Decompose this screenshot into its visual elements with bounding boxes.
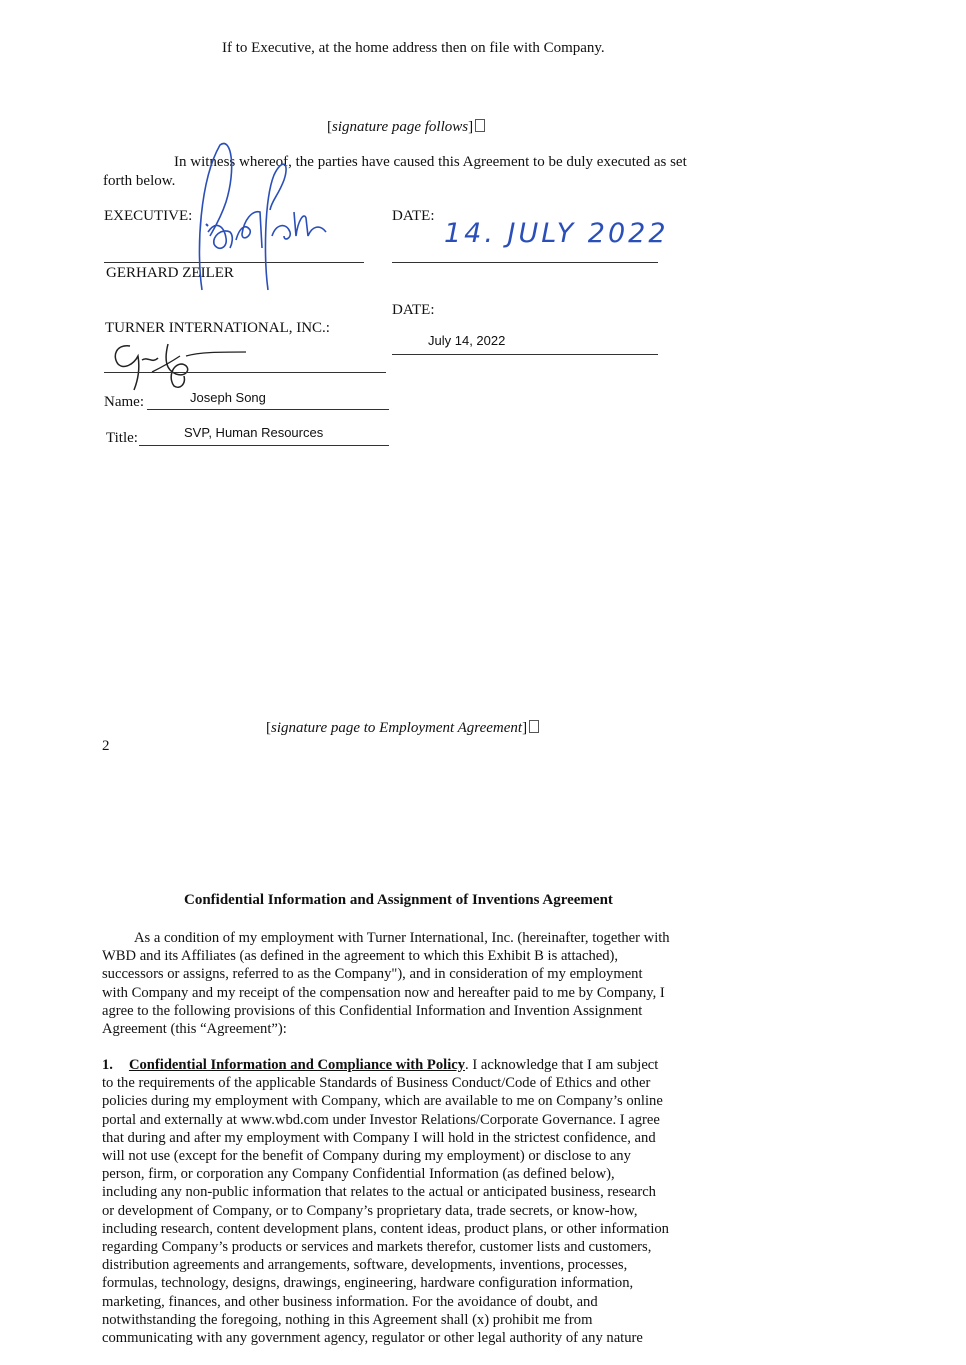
company-date: July 14, 2022 [428, 333, 506, 348]
placeholder-box-icon [529, 720, 539, 733]
section-1-first-rest: . I acknowledge that I am subject [465, 1057, 659, 1073]
name-label: Name: [104, 394, 144, 410]
section-1-line: regarding Company’s products or services and markets therefor, customer lists and customers, [102, 1239, 652, 1256]
intro-line: successors or assigns, referred to as the Company"), and in consideration of my employment [102, 966, 643, 983]
placeholder-box-icon [475, 119, 485, 132]
section-1-title: Confidential Information and Compliance with Policy [128, 1057, 466, 1073]
executive-date-label: DATE: [392, 208, 435, 224]
company-date-label: DATE: [392, 302, 435, 318]
page-number: 2 [102, 738, 110, 754]
notice-line: If to Executive, at the home address then on file with Company. [222, 40, 605, 56]
executive-label: EXECUTIVE: [104, 208, 193, 224]
company-signature-line [104, 372, 386, 373]
title-label: Title: [106, 430, 138, 446]
section-1-line: formulas, technology, designs, drawings, engineering, hardware configuration information, [102, 1275, 634, 1292]
section-1-number: 1. [102, 1057, 113, 1073]
signature-page-follows-text: signature page follows [332, 119, 469, 135]
section-1-line: including research, content development plans, content ideas, product plans, or other information [102, 1220, 669, 1237]
section-1-line: person, firm, or corporation any Company Confidential Information (as defined below), [102, 1166, 615, 1183]
section-1-line: distribution agreements and arrangements, software, developments, inventions, processes, [102, 1257, 628, 1274]
intro-line: with Company and my receipt of the compensation now and hereafter paid to me by Company, I [102, 984, 665, 1001]
section-1-line: or development of Company, or to Company’s proprietary data, trade secrets, or know-how, [102, 1202, 638, 1219]
intro-line: As a condition of my employment with Turner International, Inc. (hereinafter, together with [134, 930, 670, 946]
witness-line-2: forth below. [103, 173, 176, 189]
section-1-line: portal and externally at www.wbd.com under Investor Relations/Corporate Governance. I agree [102, 1111, 660, 1128]
section-1-first-line [102, 1056, 714, 1074]
witness-line-1: In witness whereof, the parties have caused this Agreement to be duly executed as set [174, 154, 687, 170]
exhibit-heading: Confidential Information and Assignment of Inventions Agreement [184, 892, 613, 908]
section-1-line: will not use (except for the benefit of Company during my employment) or disclose to any [102, 1148, 631, 1165]
section-1-line: notwithstanding the foregoing, nothing in this Agreement shall (x) prohibit me from [102, 1311, 593, 1328]
section-1-line: policies during my employment with Company, which are available to me on Company’s online [102, 1093, 663, 1110]
section-1-line: communicating with any government agency, regulator or other legal authority of any nature [102, 1330, 643, 1347]
executive-name: GERHARD ZEILER [106, 265, 234, 281]
intro-line: Agreement (this “Agreement”): [102, 1021, 287, 1038]
signature-page-follows: [signature page follows] [327, 119, 485, 136]
section-1-line: that during and after my employment with Company I will hold in the strictest confidence, and [102, 1129, 656, 1146]
executive-date-line [392, 262, 658, 263]
signature-page-to-agreement-text: signature page to Employment Agreement [271, 720, 523, 736]
section-1-line: marketing, finances, and other business information. For the avoidance of doubt, and [102, 1293, 598, 1310]
intro-line: WBD and its Affiliates (as defined in the agreement to which this Exhibit B is attached), [102, 948, 619, 965]
signature-page-to-agreement: [signature page to Employment Agreement] [266, 720, 539, 737]
company-label: TURNER INTERNATIONAL, INC.: [105, 320, 330, 336]
section-1-line: to the requirements of the applicable Standards of Business Conduct/Code of Ethics and other [102, 1075, 651, 1092]
section-1-line: including any non-public information that relates to the actual or anticipated business, research [102, 1184, 656, 1201]
executive-date-handwritten: 14. JULY 2022 [444, 218, 669, 249]
intro-paragraph [102, 929, 714, 1038]
intro-line: agree to the following provisions of this Confidential Information and Invention Assignment [102, 1002, 643, 1019]
title-line [139, 445, 389, 446]
company-date-line [392, 354, 658, 355]
company-signature [108, 334, 258, 394]
title-value: SVP, Human Resources [184, 425, 324, 440]
section-1-paragraph [102, 1056, 714, 1347]
name-value: Joseph Song [190, 390, 266, 405]
name-line [147, 409, 389, 410]
